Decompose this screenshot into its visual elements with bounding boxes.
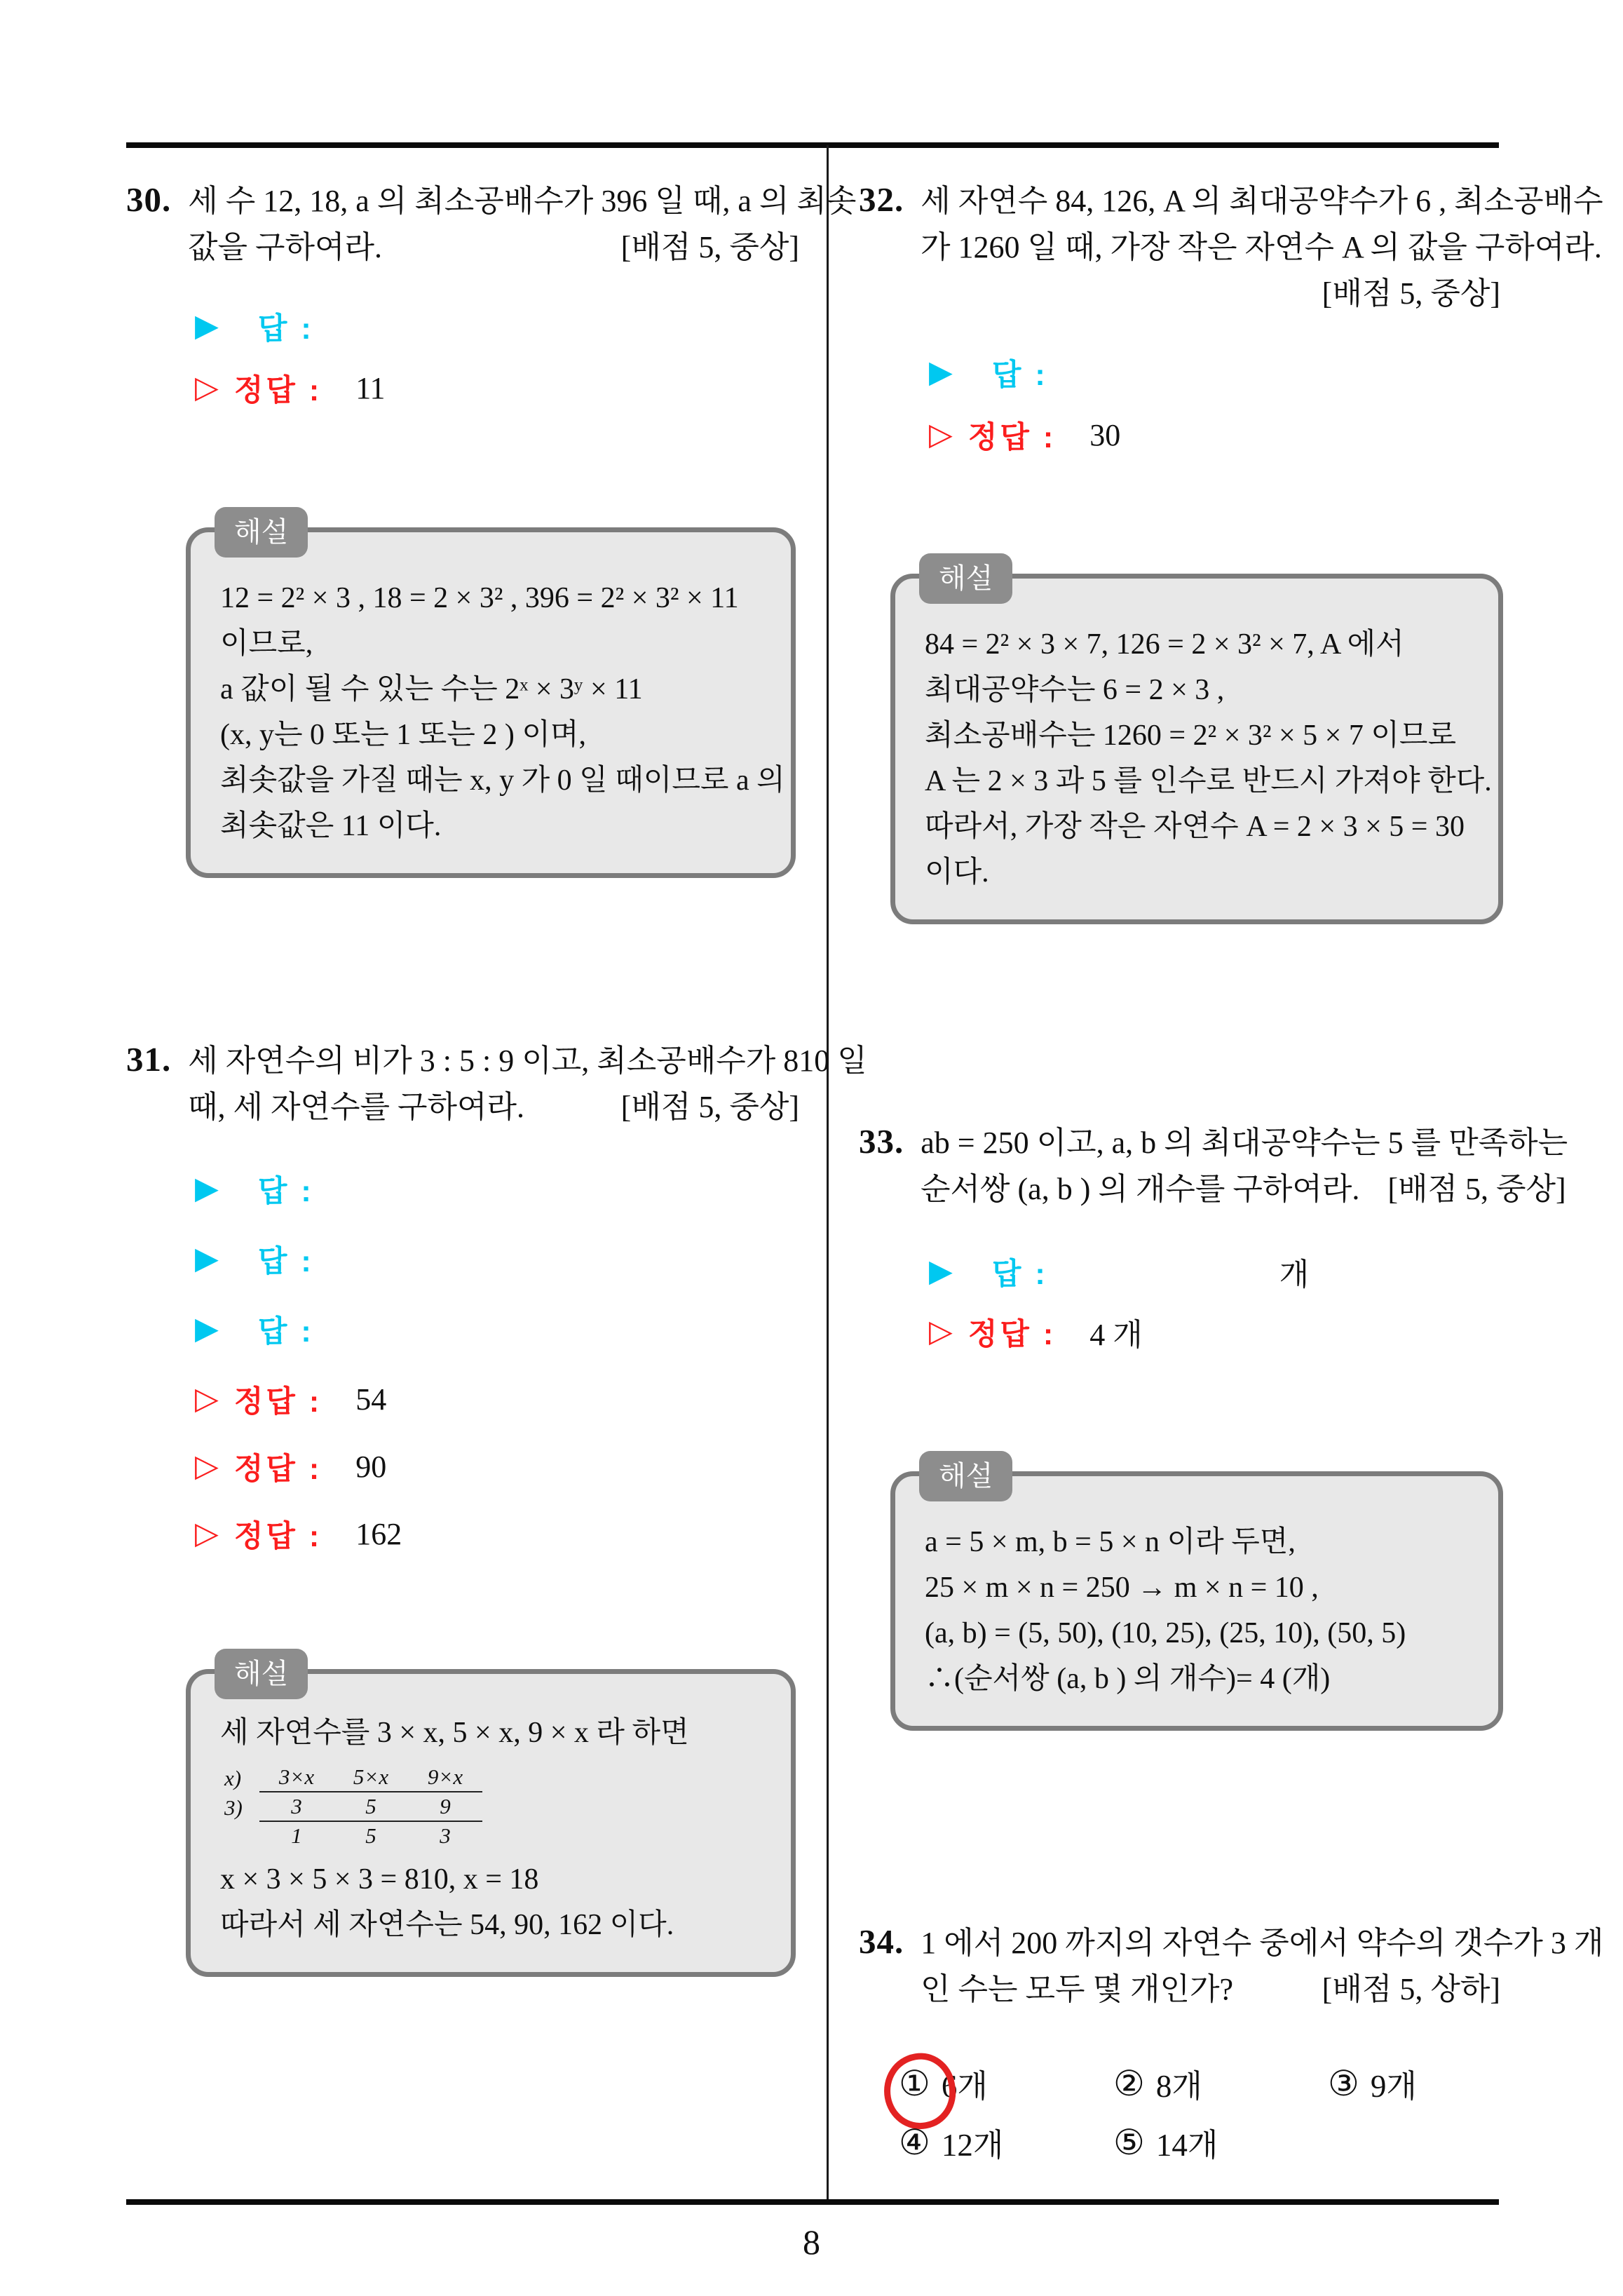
- problem-30-statement2: 값을 구하여라.: [188, 230, 383, 264]
- explanation-line: 이므로,: [220, 628, 313, 660]
- explanation-line: a 값이 될 수 있는 수는 2ˣ × 3ʸ × 11: [220, 673, 643, 705]
- problem-31-line2: [126, 1084, 799, 1130]
- page-number: 8: [803, 2222, 820, 2262]
- problem-31: [126, 1036, 867, 1130]
- problem-31-explanation: [191, 1674, 791, 1972]
- problem-30-answer-row: [195, 303, 314, 349]
- explanation-line: 따라서 세 자연수는 54, 90, 162 이다.: [220, 1909, 674, 1941]
- answer-arrow-icon: ▶: [195, 1170, 219, 1206]
- correct-arrow-icon: ▷: [929, 417, 953, 452]
- correct-label: 정답 :: [233, 373, 322, 407]
- problem-30: [126, 177, 857, 271]
- problem-33: [859, 1119, 1568, 1213]
- explanation-line: x × 3 × 5 × 3 = 810, x = 18: [220, 1863, 539, 1896]
- division-row: 3) 3 5 9: [224, 1792, 761, 1822]
- explanation-tab: 해설: [919, 553, 1012, 604]
- explanation-line: 세 자연수를 3 × x, 5 × x, 9 × x 라 하면: [220, 1717, 689, 1749]
- correct-label: 정답 :: [233, 1519, 322, 1553]
- correct-label: 정답 :: [967, 420, 1057, 454]
- division-row: x) 3×x 5×x 9×x: [224, 1763, 761, 1792]
- choice-5-label: 14개: [1155, 2128, 1218, 2163]
- correct-value: 90: [355, 1449, 387, 1484]
- explanation-line: a = 5 × m, b = 5 × n 이라 두면,: [925, 1526, 1296, 1558]
- problem-32-explanation: [895, 579, 1498, 919]
- top-rule: [126, 142, 1499, 148]
- choice-3: [1328, 2060, 1417, 2106]
- problem-33-explanation-box: [890, 1461, 1503, 1731]
- answer-label: 답 :: [257, 1244, 314, 1278]
- choice-4-number: ④: [899, 2122, 930, 2162]
- problem-32-explanation-box: [890, 563, 1503, 924]
- problem-33-number: 33.: [859, 1122, 904, 1161]
- explanation-line: ∴(순서쌍 (a, b ) 의 개수)= 4 (개): [925, 1663, 1331, 1695]
- problem-32-points: [배점 5, 중상]: [1322, 276, 1500, 311]
- answer-arrow-icon: ▶: [929, 1253, 953, 1289]
- explanation-tab: 해설: [919, 1451, 1012, 1501]
- choice-3-number: ③: [1328, 2063, 1359, 2103]
- column-divider: [827, 145, 829, 2199]
- problem-31-correct-row-2: [195, 1443, 386, 1490]
- correct-arrow-icon: ▷: [929, 1314, 953, 1349]
- problem-33-explanation: [895, 1476, 1498, 1726]
- problem-34-choices: [899, 2060, 1502, 2173]
- problem-33-line2: [859, 1166, 1566, 1213]
- problem-32-line2: [859, 224, 1602, 271]
- problem-32: [859, 177, 1603, 317]
- problem-31-line1: [126, 1036, 867, 1084]
- problem-31-explanation-box: [186, 1659, 796, 1977]
- correct-label: 정답 :: [233, 1452, 322, 1486]
- explanation-line: 이다.: [925, 856, 989, 889]
- problem-30-line1: [126, 177, 857, 224]
- problem-31-correct-row-3: [195, 1511, 402, 1557]
- correct-arrow-icon: ▷: [195, 1381, 219, 1417]
- choice-4-label: 12개: [941, 2128, 1004, 2163]
- explanation-line: 84 = 2² × 3 × 7, 126 = 2 × 3² × 7, A 에서: [925, 628, 1404, 661]
- problem-33-points: [배점 5, 중상]: [1387, 1172, 1566, 1206]
- problem-33-correct-row: [929, 1309, 1143, 1355]
- problem-31-answer-row-2: [195, 1236, 314, 1282]
- problem-33-statement: ab = 250 이고, a, b 의 최대공약수는 5 를 만족하는: [921, 1126, 1568, 1160]
- division-row: 1 5 3: [291, 1823, 451, 1848]
- correct-value: 11: [355, 370, 386, 405]
- problem-32-line1: [859, 177, 1603, 224]
- choice-2-number: ②: [1113, 2063, 1145, 2103]
- problem-31-correct-row-1: [195, 1376, 386, 1422]
- explanation-line: 최솟값을 가질 때는 x, y 가 0 일 때이므로 a 의: [220, 764, 785, 797]
- problem-34-points: [배점 5, 상하]: [1322, 1972, 1500, 2006]
- answer-arrow-icon: ▶: [195, 1311, 219, 1346]
- answer-unit: 개: [1279, 1257, 1310, 1292]
- problem-33-answer-row: [929, 1248, 1309, 1295]
- correct-value: 162: [355, 1516, 402, 1551]
- problem-31-number: 31.: [126, 1040, 172, 1079]
- explanation-line: 최대공약수는 6 = 2 × 3 ,: [925, 674, 1225, 706]
- answer-arrow-icon: ▶: [195, 1241, 219, 1276]
- answer-label: 답 :: [257, 311, 314, 346]
- correct-value: 4 개: [1089, 1318, 1143, 1352]
- problem-31-answer-row-1: [195, 1166, 314, 1212]
- problem-34: [859, 1919, 1604, 2013]
- choice-2-label: 8개: [1155, 2069, 1202, 2104]
- problem-33-line1: [859, 1119, 1568, 1166]
- choice-2: [1113, 2060, 1202, 2106]
- division-table: [224, 1763, 761, 1850]
- correct-label: 정답 :: [967, 1317, 1057, 1351]
- explanation-tab: 해설: [215, 1649, 308, 1699]
- problem-31-statement: 세 자연수의 비가 3 : 5 : 9 이고, 최소공배수가 810 일: [188, 1044, 867, 1078]
- problem-34-number: 34.: [859, 1922, 904, 1961]
- problem-34-statement2: 인 수는 모두 몇 개인가?: [921, 1972, 1234, 2006]
- explanation-line: 최솟값은 11 이다.: [220, 810, 442, 842]
- problem-30-statement: 세 수 12, 18, a 의 최소공배수가 396 일 때, a 의 최솟: [188, 184, 857, 218]
- problem-32-answer-row: [929, 349, 1048, 396]
- correct-label: 정답 :: [233, 1384, 322, 1419]
- problem-34-statement: 1 에서 200 까지의 자연수 중에서 약수의 갯수가 3 개: [921, 1926, 1604, 1960]
- correct-value: 30: [1089, 417, 1121, 452]
- correct-arrow-icon: ▷: [195, 1448, 219, 1484]
- problem-34-line2: [859, 1966, 1500, 2013]
- problem-32-correct-row: [929, 412, 1120, 458]
- choice-4: [899, 2119, 1003, 2165]
- problem-31-statement2: 때, 세 자연수를 구하여라.: [188, 1090, 525, 1124]
- choice-1-number: ①: [899, 2063, 930, 2104]
- answer-label: 답 :: [257, 1174, 314, 1208]
- choice-1-label: 6개: [941, 2069, 988, 2104]
- choice-5-number: ⑤: [1113, 2122, 1145, 2162]
- explanation-tab: 해설: [215, 507, 308, 558]
- problem-32-statement2: 가 1260 일 때, 가장 작은 자연수 A 의 값을 구하여라.: [921, 230, 1602, 264]
- problem-34-line1: [859, 1919, 1604, 1966]
- answer-label: 답 :: [991, 1257, 1048, 1291]
- correct-arrow-icon: ▷: [195, 1515, 219, 1551]
- problem-31-points: [배점 5, 중상]: [620, 1090, 799, 1124]
- problem-30-correct-row: [195, 365, 386, 411]
- choice-3-label: 9개: [1370, 2069, 1417, 2104]
- answer-label: 답 :: [257, 1314, 314, 1349]
- choice-1: [899, 2060, 988, 2106]
- explanation-line: 따라서, 가장 작은 자연수 A = 2 × 3 × 5 = 30: [925, 811, 1465, 843]
- problem-31-answer-row-3: [195, 1306, 314, 1352]
- correct-value: 54: [355, 1382, 387, 1417]
- problem-30-line2: [126, 224, 799, 271]
- explanation-line: (x, y는 0 또는 1 또는 2 ) 이며,: [220, 719, 586, 751]
- problem-32-statement: 세 자연수 84, 126, A 의 최대공약수가 6 , 최소공배수: [921, 184, 1603, 218]
- problem-30-number: 30.: [126, 180, 172, 219]
- problem-32-number: 32.: [859, 180, 904, 219]
- problem-33-statement2: 순서쌍 (a, b ) 의 개수를 구하여라.: [921, 1172, 1360, 1206]
- explanation-line: 최소공배수는 1260 = 2² × 3² × 5 × 7 이므로: [925, 720, 1457, 752]
- correct-arrow-icon: ▷: [195, 370, 219, 405]
- problem-32-line3: [859, 271, 1500, 317]
- problem-30-points: [배점 5, 중상]: [620, 230, 799, 264]
- bottom-rule: [126, 2199, 1499, 2205]
- problem-30-explanation-box: [186, 517, 796, 878]
- explanation-line: 12 = 2² × 3 , 18 = 2 × 3² , 396 = 2² × 3² × 11: [220, 582, 739, 614]
- explanation-line: 25 × m × n = 250 → m × n = 10 ,: [925, 1572, 1319, 1604]
- answer-label: 답 :: [991, 358, 1048, 392]
- answer-arrow-icon: ▶: [929, 354, 953, 390]
- answer-arrow-icon: ▶: [195, 308, 219, 344]
- problem-30-explanation: [191, 532, 791, 873]
- explanation-line: A 는 2 × 3 과 5 를 인수로 반드시 가져야 한다.: [925, 765, 1492, 797]
- explanation-line: (a, b) = (5, 50), (10, 25), (25, 10), (50, 5): [925, 1617, 1406, 1649]
- choice-5: [1113, 2119, 1218, 2165]
